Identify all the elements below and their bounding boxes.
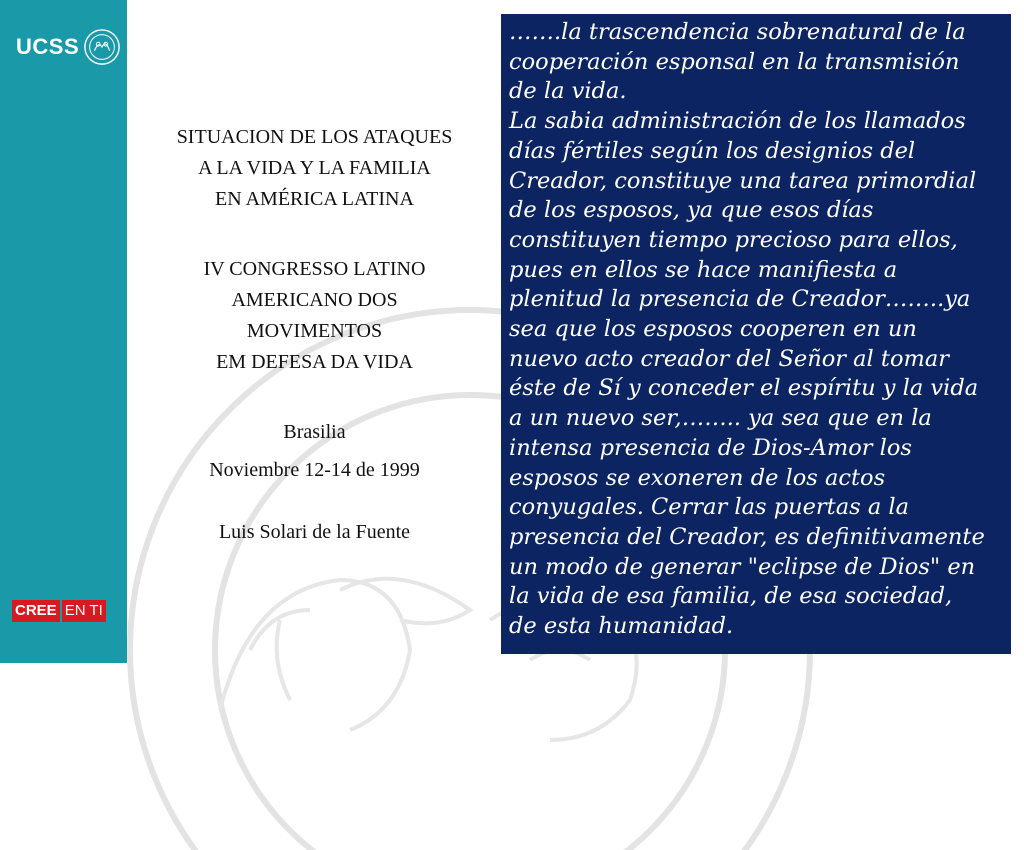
cree-en-ti-logo bbox=[12, 600, 106, 622]
ucss-logo bbox=[16, 28, 121, 66]
congress-line-2: AMERICANO DOS bbox=[231, 289, 398, 311]
author-name: Luis Solari de la Fuente bbox=[218, 521, 411, 543]
presentation-title bbox=[127, 122, 502, 215]
quote-text: …….la trascendencia sobrenatural de la cooperación esponsal en la transmisión de la vida. La sabia administración de los llamados días fértiles según los designios del Creador, constituye una tarea primordial de los esposos, ya que esos días constituyen tiempo precioso para ellos, pues en ellos se hace manifiesta a plenitud la presencia de Creador……..ya sea que los esposos cooperen en un nuevo acto creador del Señor al tomar éste de Sí y conceder el espíritu y la vida a un nuevo ser,…….. ya sea que en la intensa presencia de Dios-Amor los esposos se exoneren de los actos conyugales. Cerrar las puertas a la presencia del Creador, es definitivamente un modo de generar "eclipse de Dios" en la vida de esa familia, de esa sociedad, de esta humanidad. bbox=[509, 19, 985, 640]
congress-line-3: MOVIMENTOS bbox=[246, 320, 383, 342]
title-line-1: SITUACION DE LOS ATAQUES bbox=[176, 126, 453, 148]
university-seal-icon bbox=[83, 28, 121, 66]
en-ti-label: EN TI bbox=[62, 600, 106, 622]
sidebar bbox=[0, 0, 127, 663]
congress-line-4: EM DEFESA DA VIDA bbox=[216, 351, 413, 373]
quote-box bbox=[501, 14, 1011, 654]
cree-label: CREE bbox=[12, 600, 60, 622]
congress-name bbox=[127, 254, 502, 378]
title-line-2: A LA VIDA Y LA FAMILIA bbox=[198, 157, 431, 179]
congress-line-1: IV CONGRESSO LATINO bbox=[203, 258, 426, 280]
title-line-3: EN AMÉRICA LATINA bbox=[215, 188, 414, 210]
event-date: Noviembre 12-14 de 1999 bbox=[209, 459, 420, 481]
logo-text: UCSS bbox=[16, 34, 80, 59]
event-city: Brasilia bbox=[283, 421, 346, 443]
